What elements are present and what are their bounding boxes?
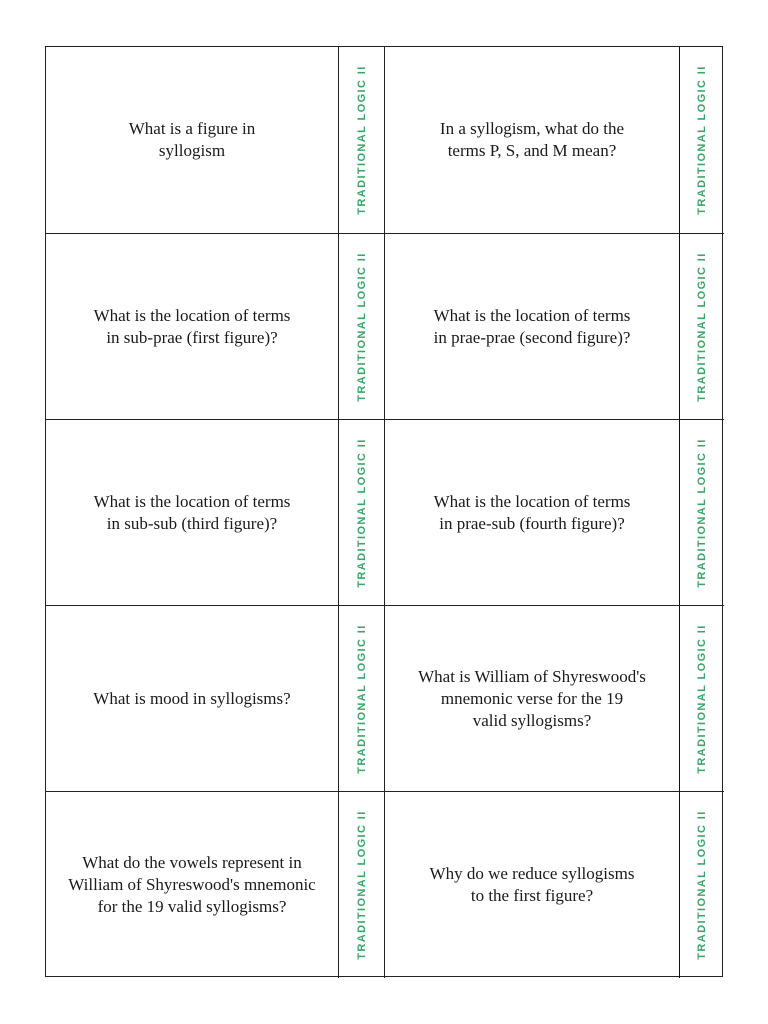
tab-label: TRADITIONAL LOGIC II <box>696 810 708 960</box>
card-tab <box>339 606 385 792</box>
card-question: What is the location of terms in sub-prae (first figure)? <box>93 305 291 347</box>
flashcard[interactable] <box>46 606 339 792</box>
card-question: What do the vowels represent in William of Shyreswood's mnemonic for the 19 valid syllogisms? <box>68 853 316 916</box>
card-tab <box>339 234 385 420</box>
card-tab <box>679 606 724 792</box>
tab-label: TRADITIONAL LOGIC II <box>696 251 708 402</box>
card-tab <box>679 420 724 606</box>
card-question: In a syllogism, what do the terms P, S, and M mean? <box>439 119 625 160</box>
tab-label: TRADITIONAL LOGIC II <box>355 623 368 774</box>
flashcard[interactable] <box>46 420 339 606</box>
flashcard[interactable] <box>46 792 339 978</box>
flashcard-sheet <box>45 46 723 977</box>
card-question: What is a figure in syllogism <box>128 119 256 160</box>
flashcard[interactable] <box>385 234 679 420</box>
card-question: What is the location of terms in prae-prae (second figure)? <box>433 305 631 347</box>
flashcard[interactable] <box>385 420 679 606</box>
tab-label: TRADITIONAL LOGIC II <box>696 65 708 215</box>
tab-label: TRADITIONAL LOGIC II <box>355 437 368 588</box>
card-tab <box>679 792 724 978</box>
tab-label: TRADITIONAL LOGIC II <box>355 251 368 402</box>
tab-label: TRADITIONAL LOGIC II <box>696 623 708 774</box>
card-question: What is William of Shyreswood's mnemonic verse for the 19 valid syllogisms? <box>418 666 646 730</box>
tab-label: TRADITIONAL LOGIC II <box>355 65 368 215</box>
flashcard[interactable] <box>46 234 339 420</box>
card-question: Why do we reduce syllogisms to the first figure? <box>429 864 635 905</box>
flashcard[interactable] <box>46 47 339 234</box>
flashcard[interactable] <box>385 47 679 234</box>
card-tab <box>339 47 385 234</box>
card-question: What is the location of terms in sub-sub (third figure)? <box>93 491 291 533</box>
card-tab <box>339 420 385 606</box>
card-tab <box>339 792 385 978</box>
flashcard[interactable] <box>385 792 679 978</box>
card-question: What is mood in syllogisms? <box>93 688 291 708</box>
tab-label: TRADITIONAL LOGIC II <box>696 437 708 588</box>
card-tab <box>679 234 724 420</box>
tab-label: TRADITIONAL LOGIC II <box>355 810 368 960</box>
card-question: What is the location of terms in prae-sub (fourth figure)? <box>433 491 631 533</box>
flashcard[interactable] <box>385 606 679 792</box>
card-tab <box>679 47 724 234</box>
